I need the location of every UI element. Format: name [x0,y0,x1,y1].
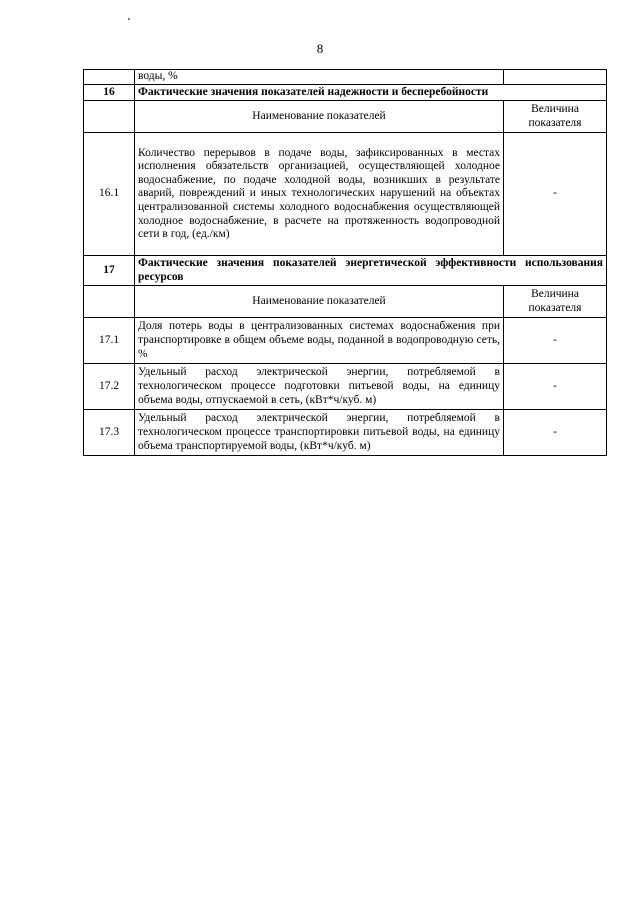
table-row [84,133,607,256]
column-header-value: Величина показателя [504,101,607,133]
column-header-row [84,286,607,318]
indicator-value: - [504,133,607,256]
section-header-row [84,256,607,286]
indicator-name: Доля потерь воды в централизованных системах водоснабжения при транспортировке в общем объеме воды, поданной в водопроводную сеть, % [135,318,504,364]
indicator-value: - [504,410,607,456]
column-header-name: Наименование показателей [135,286,504,318]
indicators-table [83,69,607,456]
column-header-name: Наименование показателей [135,101,504,133]
indicator-name: Удельный расход электрической энергии, потребляемой в технологическом процессе подготовки питьевой воды, на единицу объема воды, отпускаемой в сеть, (кВт*ч/куб. м) [135,364,504,410]
indicator-value: - [504,364,607,410]
page-number: 8 [316,41,324,56]
section-number: 17 [84,256,135,286]
continuation-number-cell [84,70,135,85]
table-row [84,318,607,364]
row-number: 17.2 [84,364,135,410]
table-row-continuation [84,70,607,85]
row-number: 17.3 [84,410,135,456]
section-number: 16 [84,84,135,101]
table-row [84,410,607,456]
indicator-name: Количество перерывов в подаче воды, зафиксированных в местах исполнения обязательств организацией, осуществляющей холодное водоснабжение, по подаче холодной воды, возникших в результате аварий, повреждений и иных технологических нарушений на объектах централизованной системы холодного водоснабжения осуществляющей холодное водоснабжение, в расчете на протяженность водопроводной сети в год, (ед./км) [135,133,504,256]
indicator-name: Удельный расход электрической энергии, потребляемой в технологическом процессе транспортировки питьевой воды, на единицу объема транспортируемой воды, (кВт*ч/куб. м) [135,410,504,456]
row-number: 16.1 [84,133,135,256]
section-title: Фактические значения показателей надежности и бесперебойности [135,84,607,101]
column-header-number-cell [84,101,135,133]
section-title: Фактические значения показателей энергетической эффективности использования ресурсов [135,256,607,286]
continuation-value-cell [504,70,607,85]
indicator-value: - [504,318,607,364]
scan-speck [128,18,130,20]
row-number: 17.1 [84,318,135,364]
section-header-row [84,84,607,101]
column-header-value: Величина показателя [504,286,607,318]
continuation-text: воды, % [135,70,504,85]
column-header-number-cell [84,286,135,318]
column-header-row [84,101,607,133]
table-row [84,364,607,410]
